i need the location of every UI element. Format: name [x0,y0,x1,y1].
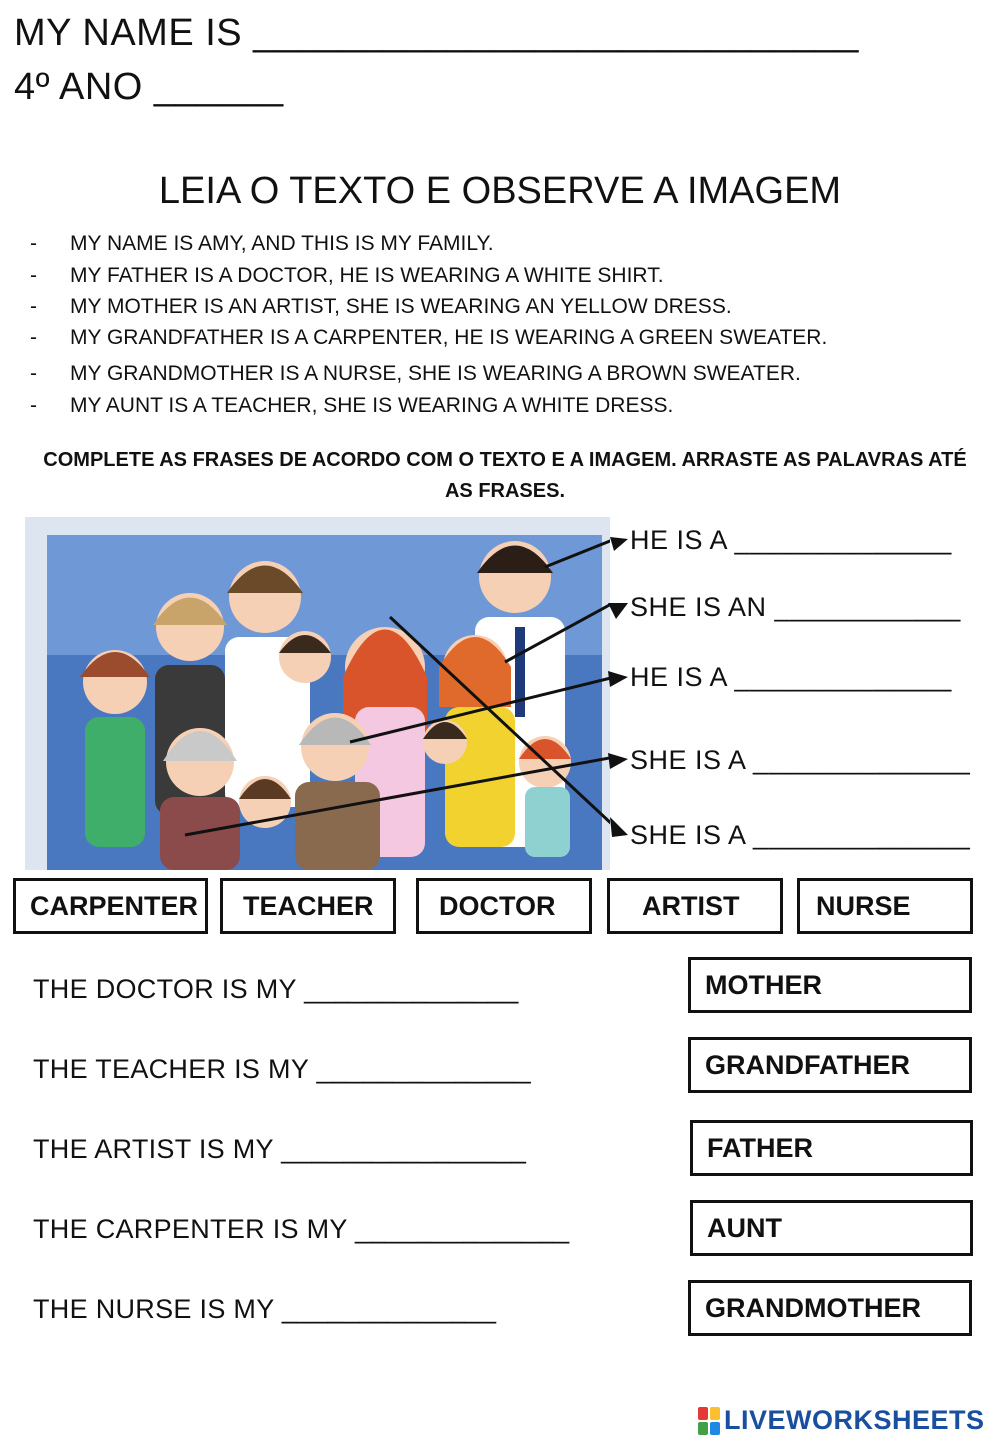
family-sentence[interactable]: THE CARPENTER IS MY ______________ [33,1214,570,1244]
word-label: TEACHER [243,890,374,921]
word-label: DOCTOR [439,890,556,921]
image-sentence[interactable]: SHE IS AN ____________ [630,592,961,622]
info-line [30,232,930,256]
bullet: - [30,295,37,318]
family-sentence[interactable]: THE ARTIST IS MY ________________ [33,1134,527,1164]
info-line [30,362,930,386]
info-line [30,295,930,319]
word-label: ARTIST [642,891,740,921]
word-label: AUNT [707,1212,782,1243]
word-box-aunt[interactable] [690,1200,973,1256]
word-box-father[interactable] [690,1120,973,1176]
word-box-grandmother[interactable] [688,1280,972,1336]
word-box-nurse[interactable] [797,878,973,934]
info-text: MY MOTHER IS AN ARTIST, SHE IS WEARING AN YELLOW DRESS. [70,295,732,318]
info-line [30,394,930,418]
word-label: FATHER [707,1132,813,1163]
word-box-artist[interactable] [607,878,783,934]
family-illustration [25,517,610,870]
page-title: LEIA O TEXTO E OBSERVE A IMAGEM [158,170,842,212]
family-sentence[interactable]: THE TEACHER IS MY ______________ [33,1054,531,1084]
info-line [30,264,930,288]
image-sentence[interactable]: SHE IS A ______________ [630,745,971,775]
bullet: - [30,326,37,349]
image-sentence[interactable]: HE IS A ______________ [630,525,952,555]
family-sentence[interactable]: THE NURSE IS MY ______________ [33,1294,497,1324]
info-text: MY AUNT IS A TEACHER, SHE IS WEARING A WHITE DRESS. [70,394,674,417]
word-label: CARPENTER [30,890,199,921]
name-field-label: MY NAME IS ____________________________ [14,12,859,54]
bullet: - [30,264,37,287]
word-box-carpenter[interactable] [13,878,208,934]
info-text: MY FATHER IS A DOCTOR, HE IS WEARING A WHITE SHIRT. [70,264,664,287]
bullet: - [30,362,37,385]
image-sentence[interactable]: HE IS A ______________ [630,662,952,692]
bullet: - [30,394,37,417]
word-label: NURSE [816,890,911,921]
word-box-doctor[interactable] [416,878,592,934]
word-label: MOTHER [705,969,822,1000]
logo-text: LIVEWORKSHEETS [724,1405,985,1435]
word-label: GRANDMOTHER [705,1292,921,1323]
grade-field-label: 4º ANO ______ [14,66,284,108]
image-sentence[interactable]: SHE IS A ______________ [630,820,971,850]
family-sentence[interactable]: THE DOCTOR IS MY ______________ [33,974,519,1004]
logo-icon [698,1407,720,1435]
info-text: MY NAME IS AMY, AND THIS IS MY FAMILY. [70,232,494,255]
word-box-mother[interactable] [688,957,972,1013]
liveworksheets-logo [698,1405,985,1436]
bullet: - [30,232,37,255]
info-text: MY GRANDMOTHER IS A NURSE, SHE IS WEARING A BROWN SWEATER. [70,362,801,385]
instruction-text: COMPLETE AS FRASES DE ACORDO COM O TEXTO E A IMAGEM. ARRASTE AS PALAVRAS ATÉ AS FRASES. [43,449,967,502]
word-box-teacher[interactable] [220,878,396,934]
word-label: GRANDFATHER [705,1049,910,1080]
info-text: MY GRANDFATHER IS A CARPENTER, HE IS WEARING A GREEN SWEATER. [70,326,828,349]
word-box-grandfather[interactable] [688,1037,972,1093]
info-line [30,326,930,350]
